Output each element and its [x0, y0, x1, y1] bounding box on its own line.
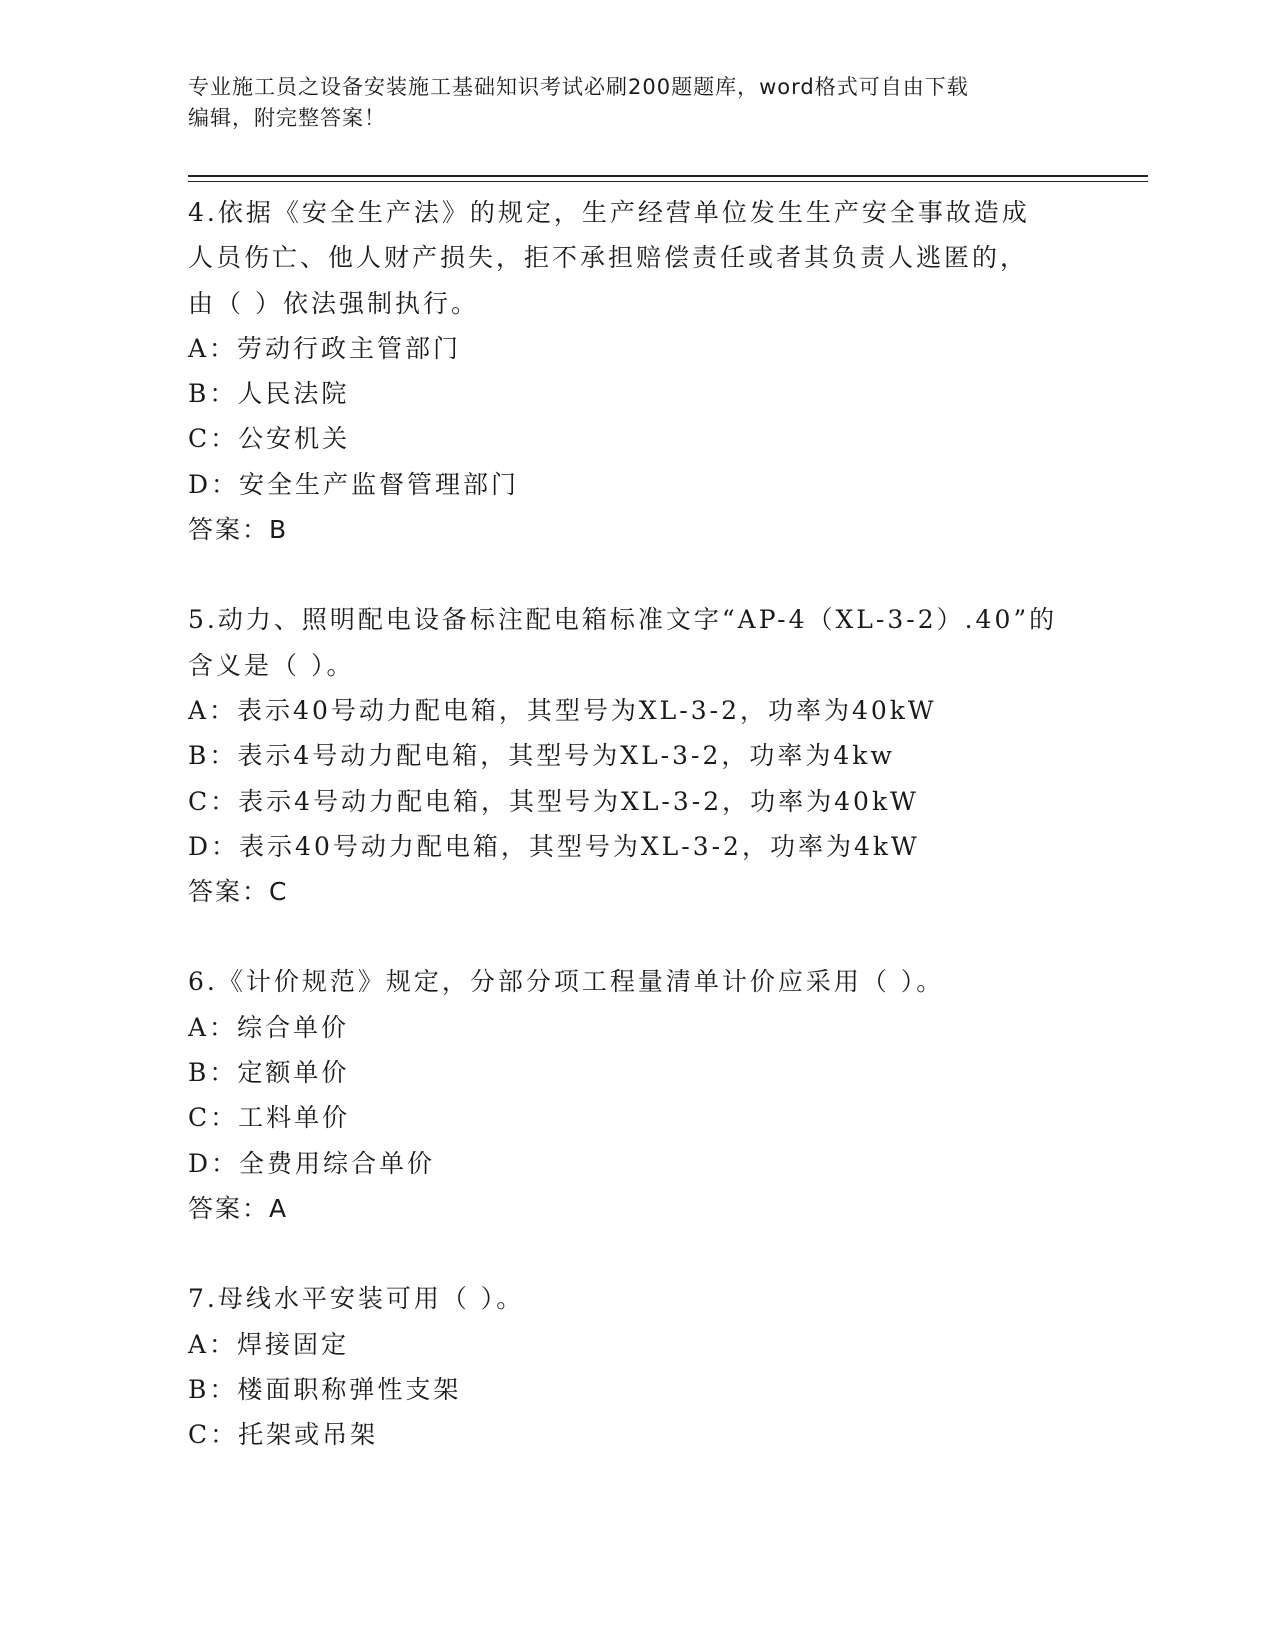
- answer: 答案：A: [188, 1193, 289, 1223]
- question-7: [188, 1276, 1148, 1457]
- spacer: [188, 1231, 1148, 1276]
- question-stem: 5.动力、照明配电设备标注配电箱标准文字“AP-4（XL-3-2）.40”的: [188, 605, 1058, 635]
- spacer: [188, 914, 1148, 959]
- option-a: A：劳动行政主管部门: [188, 333, 462, 363]
- option-c: C：表示4号动力配电箱，其型号为XL-3-2，功率为40kW: [188, 786, 919, 816]
- header-line-2: 编辑，附完整答案！: [188, 106, 386, 130]
- question-5: [188, 597, 1148, 914]
- question-stem: 由（ ）依法强制执行。: [188, 288, 479, 318]
- option-b: B：楼面职称弹性支架: [188, 1374, 462, 1404]
- question-6: [188, 959, 1148, 1231]
- question-stem: 人员伤亡、他人财产损失，拒不承担赔偿责任或者其负责人逃匿的，: [188, 243, 1029, 273]
- spacer: [188, 552, 1148, 597]
- question-stem: 7.母线水平安装可用（ ）。: [188, 1284, 525, 1314]
- header-divider-thick: [188, 175, 1148, 177]
- option-d: D：全费用综合单价: [188, 1148, 436, 1178]
- answer: 答案：B: [188, 515, 289, 545]
- option-a: A：焊接固定: [188, 1329, 350, 1359]
- option-a: A：表示40号动力配电箱，其型号为XL-3-2，功率为40kW: [188, 695, 937, 725]
- header-line-1: 专业施工员之设备安装施工基础知识考试必刷200题题库，word格式可自由下载: [188, 75, 969, 99]
- question-stem: 6.《计价规范》规定，分部分项工程量清单计价应采用（ ）。: [188, 967, 945, 997]
- question-4: [188, 190, 1148, 552]
- option-d: D：安全生产监督管理部门: [188, 469, 520, 499]
- option-d: D：表示40号动力配电箱，其型号为XL-3-2，功率为4kW: [188, 831, 920, 861]
- option-c: C：工料单价: [188, 1103, 351, 1133]
- question-list: [188, 190, 1148, 1457]
- question-stem: 含义是（ ）。: [188, 650, 355, 680]
- option-b: B：表示4号动力配电箱，其型号为XL-3-2，功率为4kw: [188, 741, 895, 771]
- option-c: C：托架或吊架: [188, 1420, 379, 1450]
- option-b: B：人民法院: [188, 379, 350, 409]
- option-a: A：综合单价: [188, 1012, 350, 1042]
- option-b: B：定额单价: [188, 1058, 350, 1088]
- question-stem: 4.依据《安全生产法》的规定，生产经营单位发生生产安全事故造成: [188, 198, 1030, 227]
- header-divider-thin: [188, 181, 1148, 182]
- option-c: C：公安机关: [188, 424, 351, 454]
- document-header: [188, 72, 1078, 134]
- answer: 答案：C: [188, 877, 289, 907]
